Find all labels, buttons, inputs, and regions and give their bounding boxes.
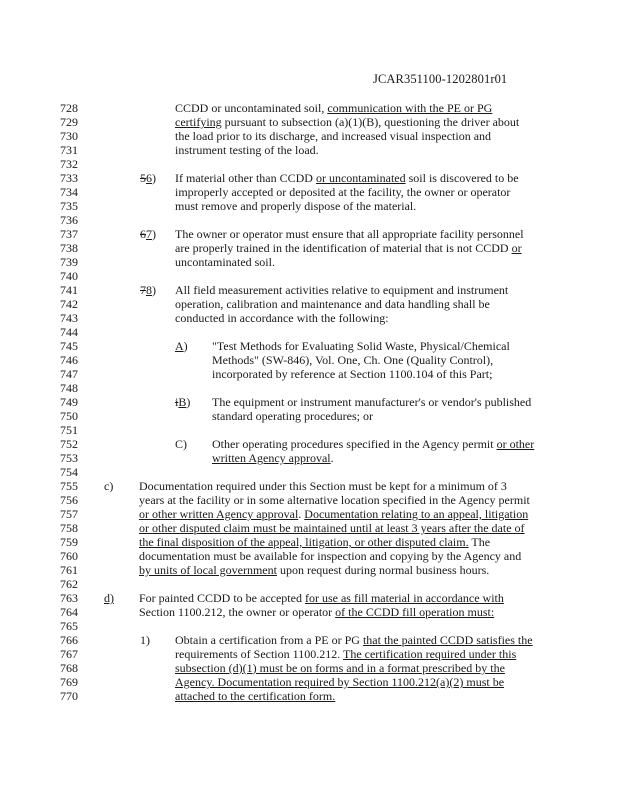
line-number: 760 — [60, 549, 78, 563]
text-line-766: Obtain a certification from a PE or PG that the painted CCDD satisfies the — [175, 633, 533, 647]
line-number: 767 — [60, 647, 78, 661]
line-number: 728 — [60, 101, 78, 115]
line-number: 745 — [60, 339, 78, 353]
text-line-758: or other disputed claim must be maintained until at least 3 years after the date of — [139, 521, 525, 535]
line-number: 730 — [60, 129, 78, 143]
text-line-746: Methods" (SW-846), Vol. One, Ch. One (Quality Control), — [212, 353, 494, 367]
text-line-735: must remove and properly dispose of the material. — [175, 199, 417, 213]
line-number: 737 — [60, 227, 78, 241]
line-number: 748 — [60, 381, 78, 395]
line-number: 757 — [60, 507, 78, 521]
line-number: 770 — [60, 689, 78, 703]
line-number: 761 — [60, 563, 78, 577]
line-number: 746 — [60, 353, 78, 367]
item-8-marker: 78) — [140, 283, 156, 297]
line-number: 741 — [60, 283, 78, 297]
line-number: 766 — [60, 633, 78, 647]
line-number: 734 — [60, 185, 78, 199]
line-number: 768 — [60, 661, 78, 675]
line-number: 764 — [60, 605, 78, 619]
line-number: 731 — [60, 143, 78, 157]
text-line-763: For painted CCDD to be accepted for use as fill material in accordance with — [139, 591, 504, 605]
line-number: 755 — [60, 479, 78, 493]
line-number: 762 — [60, 577, 78, 591]
text-line-757: or other written Agency approval. Documentation relating to an appeal, litigation — [139, 507, 529, 521]
line-number: 763 — [60, 591, 78, 605]
text-line-737: The owner or operator must ensure that all appropriate facility personnel — [175, 227, 524, 241]
text-line-739: uncontaminated soil. — [175, 255, 275, 269]
text-line-742: operation, calibration and maintenance and data handling shall be — [175, 297, 490, 311]
text-line-728: CCDD or uncontaminated soil, communication with the PE or PG — [175, 101, 493, 115]
text-line-752: Other operating procedures specified in the Agency permit or other — [212, 437, 535, 451]
text-line-733: If material other than CCDD or uncontaminated soil is discovered to be — [175, 171, 519, 185]
line-number: 751 — [60, 423, 78, 437]
text-line-764: Section 1100.212, the owner or operator of the CCDD fill operation must: — [139, 605, 495, 619]
line-number: 750 — [60, 409, 78, 423]
line-number: 753 — [60, 451, 78, 465]
item-1-marker: 1) — [140, 633, 150, 647]
item-7-marker: 67) — [140, 227, 156, 241]
line-number: 749 — [60, 395, 78, 409]
text-line-770: attached to the certification form. — [175, 689, 336, 703]
line-number: 733 — [60, 171, 78, 185]
line-number: 769 — [60, 675, 78, 689]
line-number: 735 — [60, 199, 78, 213]
text-line-760: documentation must be available for inspection and copying by the Agency and — [139, 549, 522, 563]
line-number: 758 — [60, 521, 78, 535]
text-line-768: subsection (d)(1) must be on forms and in a format prescribed by the — [175, 661, 505, 675]
subitem-A-marker: A) — [175, 339, 188, 353]
line-number: 743 — [60, 311, 78, 325]
line-number: 739 — [60, 255, 78, 269]
text-line-731: instrument testing of the load. — [175, 143, 319, 157]
line-number: 729 — [60, 115, 78, 129]
text-line-769: Agency. Documentation required by Section 1100.212(a)(2) must be — [175, 675, 505, 689]
text-line-729: certifying pursuant to subsection (a)(1)(B), questioning the driver about — [175, 115, 520, 129]
line-number: 736 — [60, 213, 78, 227]
text-line-734: improperly accepted or deposited at the facility, the owner or operator — [175, 185, 511, 199]
subsection-d-marker: d) — [104, 591, 114, 605]
line-number: 747 — [60, 367, 78, 381]
text-line-743: conducted in accordance with the following: — [175, 311, 389, 325]
text-line-747: incorporated by reference at Section 1100.104 of this Part; — [212, 367, 493, 381]
line-number: 752 — [60, 437, 78, 451]
text-line-756: years at the facility or in some alternative location specified in the Agency permit — [139, 493, 530, 507]
text-line-750: standard operating procedures; or — [212, 409, 373, 423]
line-number: 742 — [60, 297, 78, 311]
text-line-761: by units of local government upon request during normal business hours. — [139, 563, 490, 577]
line-number: 756 — [60, 493, 78, 507]
line-number: 759 — [60, 535, 78, 549]
text-line-755: Documentation required under this Section must be kept for a minimum of 3 — [139, 479, 507, 493]
text-line-745: "Test Methods for Evaluating Solid Waste, Physical/Chemical — [212, 339, 510, 353]
text-line-738: are properly trained in the identification of material that is not CCDD or — [175, 241, 522, 255]
subitem-C-marker: C) — [175, 437, 187, 451]
subsection-c-marker: c) — [104, 479, 114, 493]
text-line-759: the final disposition of the appeal, litigation, or other disputed claim. The — [139, 535, 491, 549]
text-line-749: The equipment or instrument manufacturer's or vendor's published — [212, 395, 532, 409]
subitem-B-marker: iB) — [175, 395, 191, 409]
line-number: 740 — [60, 269, 78, 283]
line-number: 754 — [60, 465, 78, 479]
text-line-767: requirements of Section 1100.212. The certification required under this — [175, 647, 517, 661]
line-number: 738 — [60, 241, 78, 255]
text-line-730: the load prior to its discharge, and increased visual inspection and — [175, 129, 492, 143]
document-id: JCAR351100-1202801r01 — [373, 72, 508, 86]
line-number: 732 — [60, 157, 78, 171]
text-line-753: written Agency approval. — [212, 451, 334, 465]
item-6-marker: 56) — [140, 171, 156, 185]
line-number: 765 — [60, 619, 78, 633]
line-number: 744 — [60, 325, 78, 339]
text-line-741: All field measurement activities relative to equipment and instrument — [175, 283, 509, 297]
